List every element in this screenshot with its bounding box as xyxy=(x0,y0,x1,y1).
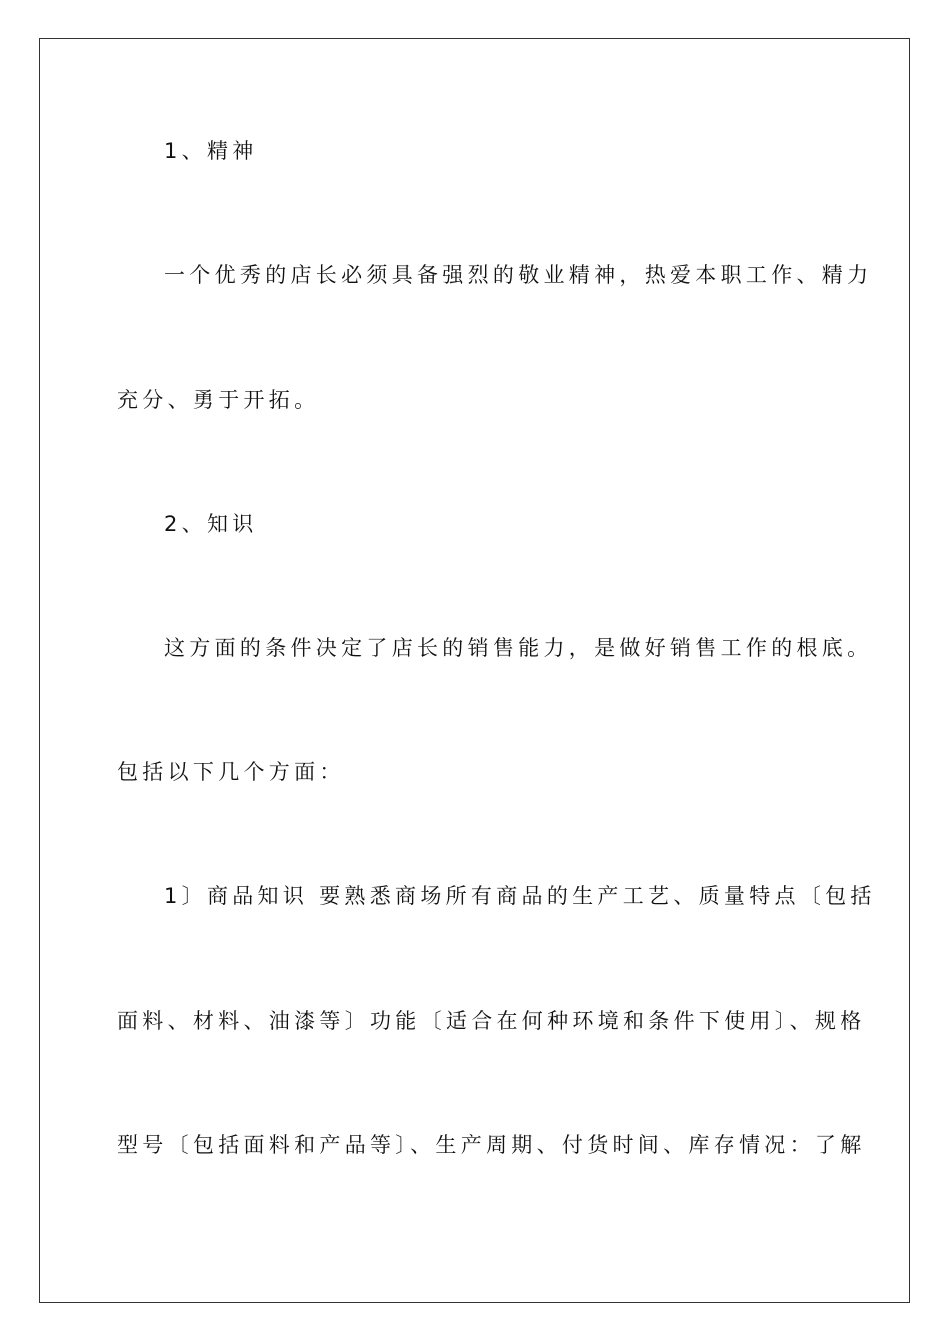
page-border xyxy=(39,38,910,1303)
section-heading-knowledge: 2、知识 xyxy=(164,512,258,536)
paragraph-line: 这方面的条件决定了店长的销售能力，是做好销售工作的根底。 xyxy=(164,636,873,660)
paragraph-line: 包括以下几个方面： xyxy=(117,760,345,784)
paragraph-line: 1〕商品知识 要熟悉商场所有商品的生产工艺、质量特点〔包括 xyxy=(164,884,876,908)
paragraph-line: 充分、勇于开拓。 xyxy=(117,388,320,412)
paragraph-line: 一个优秀的店长必须具备强烈的敬业精神，热爱本职工作、精力 xyxy=(164,263,873,287)
paragraph-line: 型号〔包括面料和产品等〕、生产周期、付货时间、库存情况：了解 xyxy=(117,1133,866,1157)
paragraph-line: 面料、材料、油漆等〕功能〔适合在何种环境和条件下使用〕、规格 xyxy=(117,1009,866,1033)
section-heading-spirit: 1、精神 xyxy=(164,139,258,163)
